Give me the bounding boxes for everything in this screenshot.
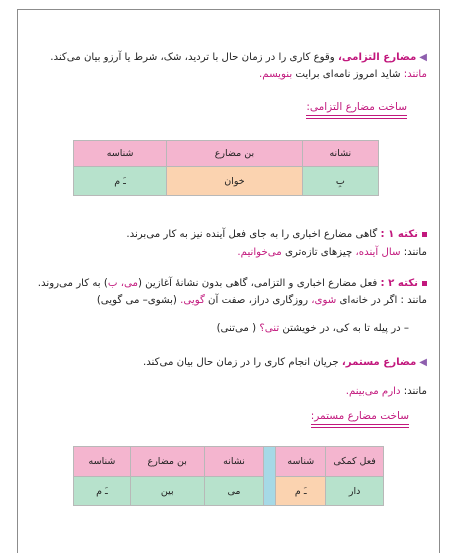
example-highlight: تنی؟ xyxy=(259,323,280,334)
table-separator xyxy=(264,447,276,506)
table-header: نشانه xyxy=(204,447,264,477)
example-text: چیزهای تازه‌تری xyxy=(281,247,356,258)
example-text: ( می‌تنی) xyxy=(216,323,260,334)
square-bullet-icon xyxy=(422,281,427,286)
section-subjunctive-example xyxy=(259,68,427,82)
definition-text: وقوع کاری را در زمان حال با تردید، شک، شرط یا آرزو بیان می‌کند. xyxy=(50,52,338,63)
note-1-example xyxy=(237,246,427,260)
example-highlight: می‌خوانیم. xyxy=(237,247,282,258)
table-header: فعل کمکی xyxy=(326,447,384,477)
progressive-structure-table xyxy=(73,446,384,506)
note-2-example-2 xyxy=(217,322,409,336)
triangle-bullet-icon: ◀ xyxy=(419,52,427,63)
section-progressive-definition xyxy=(143,356,427,370)
section-title: مضارع مستمر، xyxy=(341,357,417,368)
structure-heading-progressive: ساخت مضارع مستمر: xyxy=(311,410,409,425)
note-1 xyxy=(126,228,427,242)
table-row xyxy=(74,477,384,506)
section-subjunctive-definition xyxy=(50,51,427,65)
table-header: بن مضارع xyxy=(167,141,302,167)
table-cell: بِ xyxy=(302,167,378,196)
example-highlight: دارم می‌بینم. xyxy=(345,386,404,397)
note-2-example-1 xyxy=(97,294,427,308)
example-label: مانند: xyxy=(403,69,427,80)
example-label: مانند: xyxy=(400,247,427,258)
table-header-row xyxy=(74,447,384,477)
triangle-bullet-icon: ◀ xyxy=(419,357,427,368)
example-highlight: گویی. xyxy=(180,295,205,306)
example-text: روزگاری دراز، صفت آن xyxy=(204,295,312,306)
structure-heading-subjunctive: ساخت مضارع التزامی: xyxy=(306,101,407,116)
example-highlight: سال آینده، xyxy=(355,247,401,258)
table-header-row xyxy=(74,141,379,167)
example-highlight: شوی، xyxy=(311,295,337,306)
table-header: بن مضارع xyxy=(130,447,204,477)
note-title: نکته ۲ : xyxy=(380,278,418,289)
example-text: – در پیله تا به کی، در خویشتن xyxy=(279,323,409,334)
table-cell: بین xyxy=(130,477,204,506)
note-title: نکته ۱ : xyxy=(380,229,418,240)
note-highlight: می، ب xyxy=(107,278,138,289)
example-text: (بشوی– می گویی) xyxy=(96,295,181,306)
table-header: شناسه xyxy=(74,141,167,167)
note-text: فعل مضارع اخباری و التزامی، گاهی بدون نشانۀ آغازین ( xyxy=(137,278,381,289)
section-title: مضارع التزامی، xyxy=(337,52,417,63)
table-cell: ـَ م xyxy=(276,477,326,506)
table-header: نشانه xyxy=(302,141,378,167)
table-row xyxy=(74,167,379,196)
note-text: ) به کار می‌روند. xyxy=(37,278,108,289)
example-text: شاید امروز نامه‌ای برایت xyxy=(292,69,404,80)
note-2 xyxy=(38,277,427,291)
table-cell: خوان xyxy=(167,167,302,196)
square-bullet-icon xyxy=(422,232,427,237)
section-progressive-example xyxy=(346,385,427,399)
table-header: شناسه xyxy=(74,447,131,477)
note-text: گاهی مضارع اخباری را به جای فعل آینده نیز به کار می‌برند. xyxy=(126,229,381,240)
table-cell: ـَ م xyxy=(74,167,167,196)
example-text: مانند : اگر در خانه‌ای xyxy=(336,295,427,306)
table-header: شناسه xyxy=(276,447,326,477)
table-cell: می xyxy=(204,477,264,506)
subjunctive-structure-table xyxy=(73,140,379,196)
table-cell: ـَ م xyxy=(74,477,131,506)
example-highlight: بنویسم. xyxy=(259,69,293,80)
example-label: مانند: xyxy=(403,386,427,397)
table-cell: دار xyxy=(326,477,384,506)
definition-text: جریان انجام کاری را در زمان حال بیان می‌کند. xyxy=(142,357,342,368)
